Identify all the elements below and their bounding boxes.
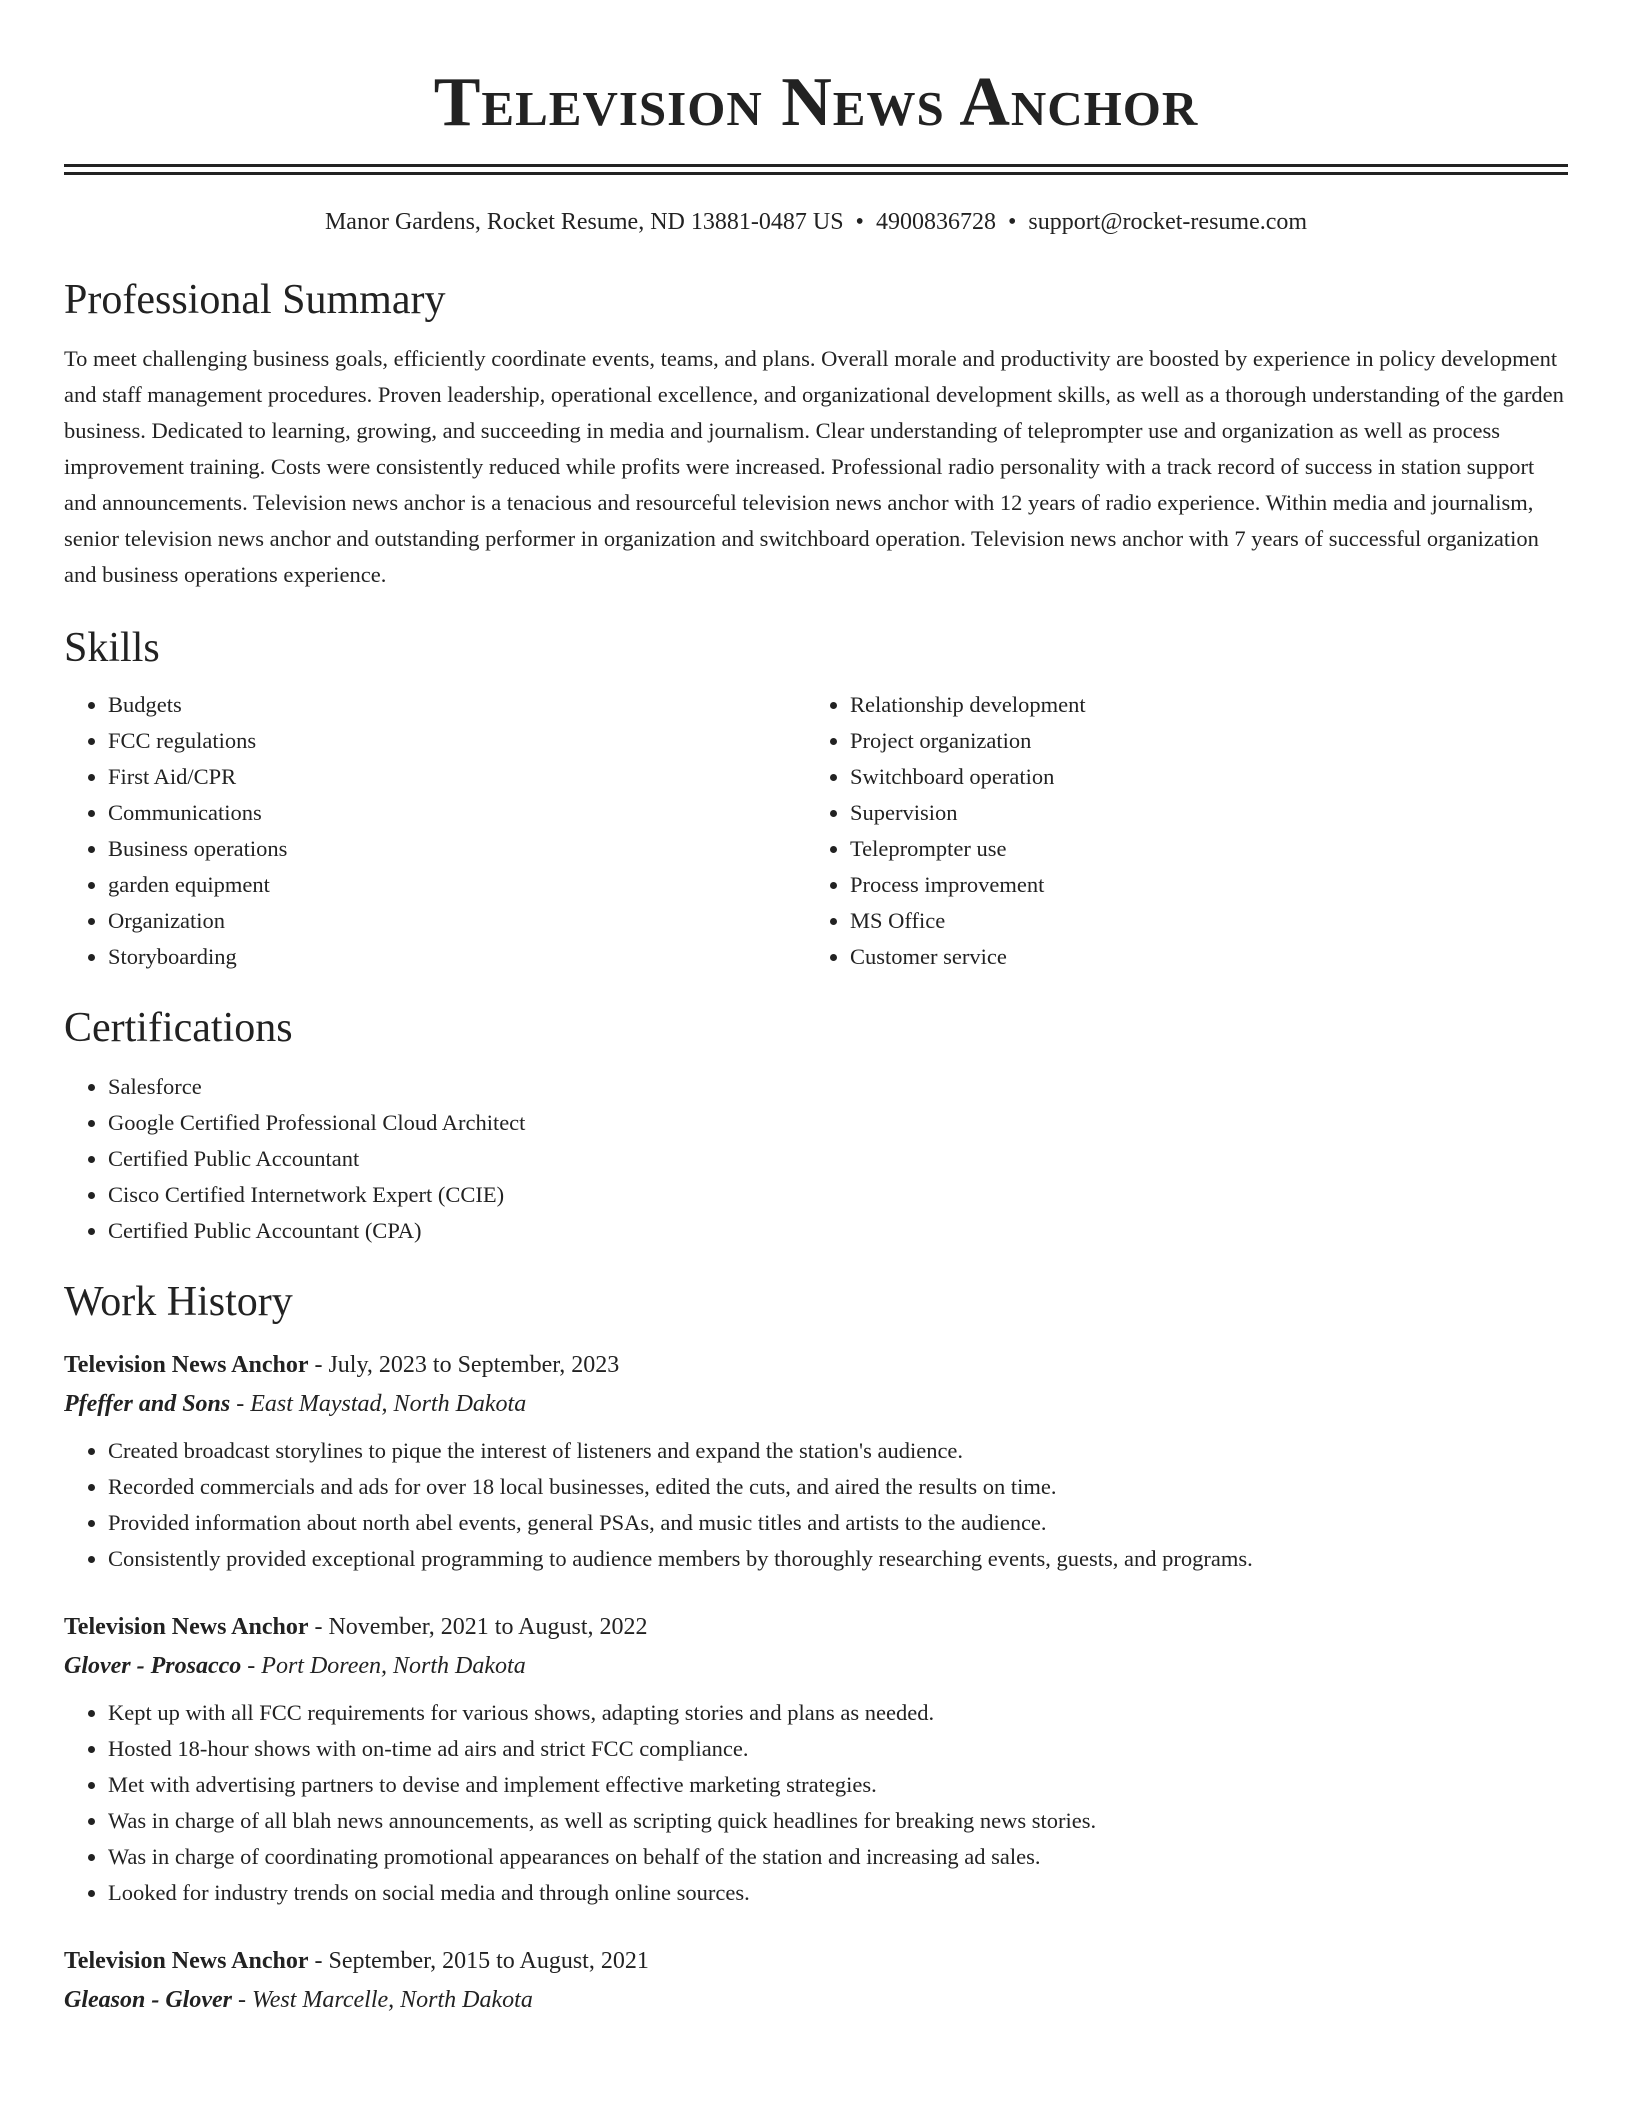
job-header: Television News Anchor - November, 2021 to August, 2022 xyxy=(64,1614,648,1640)
job-entry xyxy=(64,1941,1568,2019)
skill-item: • Customer service xyxy=(850,939,1548,975)
job-employer-line: Pfeffer and Sons - East Maystad, North Dakota xyxy=(64,1391,527,1417)
job-bullet: • Was in charge of all blah news announcements, as well as scripting quick headlines for breaking news stories. xyxy=(108,1803,1568,1839)
certification-item: • Certified Public Accountant xyxy=(108,1141,1568,1177)
skill-item: • Teleprompter use xyxy=(850,831,1548,867)
skill-item: • garden equipment xyxy=(108,867,806,903)
job-bullet: • Was in charge of coordinating promotional appearances on behalf of the station and increasing ad sales. xyxy=(108,1839,1568,1875)
job-bullet: • Looked for industry trends on social media and through online sources. xyxy=(108,1875,1568,1911)
skill-item: • FCC regulations xyxy=(108,723,806,759)
skill-item: • Organization xyxy=(108,903,806,939)
certification-item: • Google Certified Professional Cloud Architect xyxy=(108,1105,1568,1141)
skill-item: • First Aid/CPR xyxy=(108,759,806,795)
job-title: Television News Anchor xyxy=(64,1948,309,1974)
contact-email: support@rocket-resume.com xyxy=(1028,209,1308,235)
certification-item: • Certified Public Accountant (CPA) xyxy=(108,1213,1568,1249)
skills-list-left xyxy=(64,687,806,975)
title-divider-bottom xyxy=(64,172,1568,175)
contact-separator: • xyxy=(855,209,864,235)
contact-phone: 4900836728 xyxy=(875,209,996,235)
job-employer-line: Gleason - Glover - West Marcelle, North Dakota xyxy=(64,1987,533,2013)
work-history-section xyxy=(64,1275,1568,2019)
summary-section xyxy=(64,273,1568,593)
certifications-heading: Certifications xyxy=(64,1005,293,1051)
certification-item: • Salesforce xyxy=(108,1069,1568,1105)
skill-item: • MS Office xyxy=(850,903,1548,939)
skill-item: • Budgets xyxy=(108,687,806,723)
skills-column-right xyxy=(806,687,1548,975)
job-dates: November, 2021 to August, 2022 xyxy=(328,1614,648,1640)
job-header: Television News Anchor - July, 2023 to September, 2023 xyxy=(64,1352,620,1378)
contact-line xyxy=(64,205,1568,239)
work-history-heading: Work History xyxy=(64,1279,293,1325)
skills-section xyxy=(64,621,1568,975)
job-dates: July, 2023 to September, 2023 xyxy=(328,1352,620,1378)
resume-title: Television News Anchor xyxy=(433,64,1199,141)
skills-grid xyxy=(64,687,1568,975)
job-header: Television News Anchor - September, 2015 to August, 2021 xyxy=(64,1948,649,1974)
job-title: Television News Anchor xyxy=(64,1614,309,1640)
skills-heading: Skills xyxy=(64,625,160,671)
resume-page xyxy=(64,0,1568,2019)
skill-item: • Storyboarding xyxy=(108,939,806,975)
skill-item: • Supervision xyxy=(850,795,1548,831)
job-entry xyxy=(64,1345,1568,1577)
skill-item: • Relationship development xyxy=(850,687,1548,723)
job-bullet: • Kept up with all FCC requirements for various shows, adapting stories and plans as needed. xyxy=(108,1695,1568,1731)
summary-text: To meet challenging business goals, efficiently coordinate events, teams, and plans. Overall morale and productivity are boosted by experience in policy development and staff management procedures. Proven leadership, operational excellence, and organizational development skills, as well as a thorough understanding of the garden business. Dedicated to learning, growing, and succeeding in media and journalism. Clear understanding of teleprompter use and organization as well as process improvement training. Costs were consistently reduced while profits were increased. Professional radio personality with a track record of success in station support and announcements. Television news anchor is a tenacious and resourceful television news anchor with 12 years of radio experience. Within media and journalism, senior television news anchor and outstanding performer in organization and switchboard operation. Television news anchor with 7 years of successful organization and business operations experience. xyxy=(64,346,1564,587)
job-employer: Glover - Prosacco xyxy=(64,1653,242,1679)
skills-column-left xyxy=(64,687,806,975)
job-bullet: • Met with advertising partners to devise and implement effective marketing strategies. xyxy=(108,1767,1568,1803)
job-bullet: • Recorded commercials and ads for over 18 local businesses, edited the cuts, and aired the results on time. xyxy=(108,1469,1568,1505)
skills-list-right xyxy=(806,687,1548,975)
skill-item: • Switchboard operation xyxy=(850,759,1548,795)
skill-item: • Business operations xyxy=(108,831,806,867)
job-employer: Gleason - Glover xyxy=(64,1987,232,2013)
job-entry xyxy=(64,1607,1568,1911)
contact-address: Manor Gardens, Rocket Resume, ND 13881-0487 US xyxy=(324,209,844,235)
skill-item: • Communications xyxy=(108,795,806,831)
job-employer-line: Glover - Prosacco - Port Doreen, North Dakota xyxy=(64,1653,526,1679)
contact-separator: • xyxy=(1007,209,1017,235)
job-bullet-list xyxy=(64,1695,1568,1911)
job-title: Television News Anchor xyxy=(64,1352,309,1378)
certifications-section xyxy=(64,1001,1568,1249)
summary-heading: Professional Summary xyxy=(64,277,446,323)
job-location: Port Doreen, North Dakota xyxy=(261,1653,526,1679)
title-divider-top xyxy=(64,164,1568,167)
certifications-list xyxy=(64,1069,1568,1249)
certification-item: • Cisco Certified Internetwork Expert (CCIE) xyxy=(108,1177,1568,1213)
job-bullet: • Consistently provided exceptional programming to audience members by thoroughly researching events, guests, and programs. xyxy=(108,1541,1568,1577)
job-location: West Marcelle, North Dakota xyxy=(251,1987,533,2013)
job-dates: September, 2015 to August, 2021 xyxy=(328,1948,649,1974)
job-bullet: • Created broadcast storylines to pique the interest of listeners and expand the station's audience. xyxy=(108,1433,1568,1469)
job-employer: Pfeffer and Sons xyxy=(64,1391,231,1417)
job-location: East Maystad, North Dakota xyxy=(250,1391,527,1417)
job-bullet: • Provided information about north abel events, general PSAs, and music titles and artists to the audience. xyxy=(108,1505,1568,1541)
job-bullet-list xyxy=(64,1433,1568,1577)
skill-item: • Project organization xyxy=(850,723,1548,759)
job-bullet: • Hosted 18-hour shows with on-time ad airs and strict FCC compliance. xyxy=(108,1731,1568,1767)
skill-item: • Process improvement xyxy=(850,867,1548,903)
